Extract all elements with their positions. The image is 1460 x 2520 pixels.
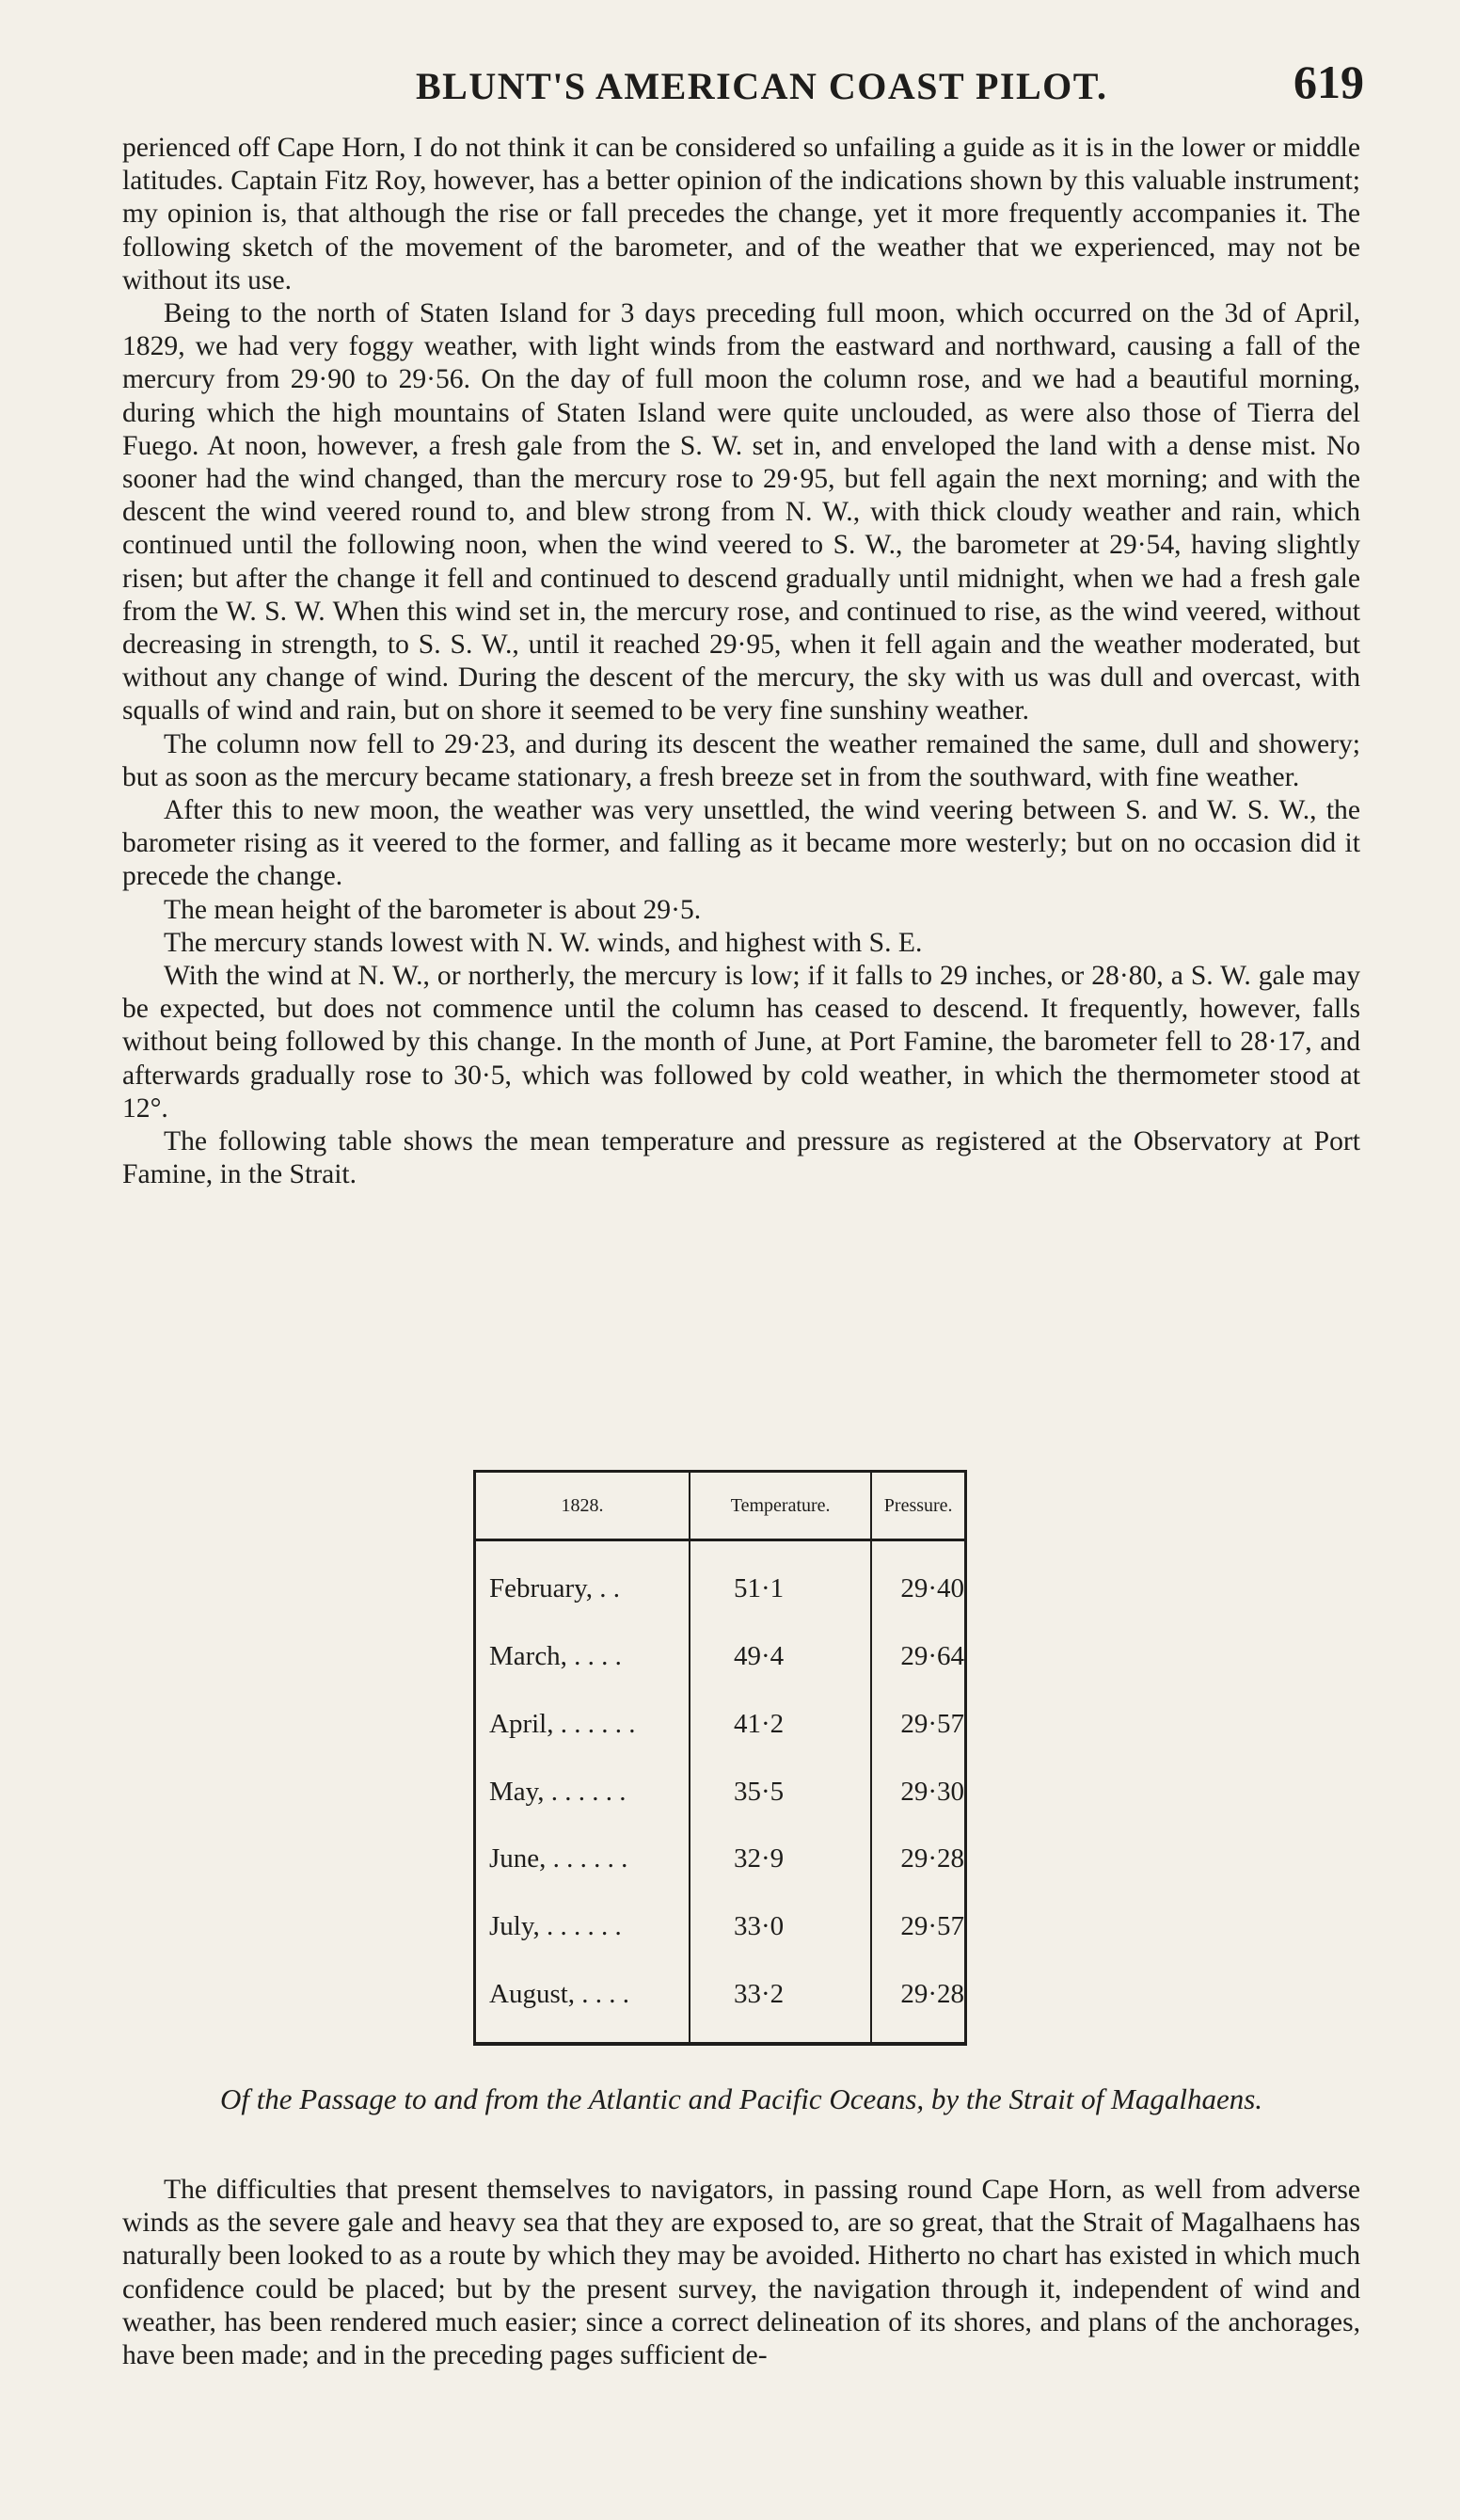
paragraph: The mercury stands lowest with N. W. winds, and highest with S. E. [164,927,923,958]
paragraph: perienced off Cape Horn, I do not think it can be considered so unfailing a guide as it is in the lower or middle latitudes. Captain Fitz Roy, however, has a better opinion of the indications shown by this valuable instrument; my opinion is, that although the rise or fall precedes the change, yet it more frequently accompanies it. The following sketch of the movement of the barometer, and of the weather that we experienced, may not be without its use. [122,133,1360,295]
temperature-cell: 33·2 [690,1960,871,2028]
table-header-row [476,1473,964,1540]
column-header-year: 1828. [476,1473,690,1540]
paragraph: The column now fell to 29·23, and during its descent the weather remained the same, dull and showery; but as soon as the mercury became stationary, a fresh breeze set in from the southward, with fine weather. [122,728,1360,792]
temperature-cell: 41·2 [690,1690,871,1758]
pressure-cell: 29·57 [900,1911,964,1942]
page-header [122,55,1364,111]
month-cell: February, . . [489,1573,621,1604]
temperature-cell: 33·0 [690,1893,871,1961]
pressure-cell: 29·28 [900,1843,964,1874]
paragraph: After this to new moon, the weather was very unsettled, the wind veering between S. and W. S. W., the barometer rising as it veered to the former, and falling as it became more westerly; but on no occasion did it precede the change. [122,795,1360,892]
pressure-cell: 29·30 [900,1776,964,1807]
paragraph: The following table shows the mean temperature and pressure as registered at the Observatory at Port Famine, in the Strait. [122,1126,1360,1190]
column-header-pressure: Pressure. [871,1473,964,1540]
month-cell: June, . . . . . . [489,1843,628,1874]
pressure-cell: 29·64 [900,1640,964,1671]
running-title: BLUNT'S AMERICAN COAST PILOT. [416,65,1108,107]
pressure-cell: 29·28 [900,1978,964,2009]
table-row [476,1826,964,1893]
body-text [122,132,1360,1192]
temperature-cell: 32·9 [690,1826,871,1893]
temperature-cell: 35·5 [690,1758,871,1826]
month-cell: July, . . . . . . [489,1911,622,1942]
table-row [476,1758,964,1826]
month-cell: August, . . . . [489,1978,630,2009]
table-row [476,1690,964,1758]
month-cell: April, . . . . . . [489,1708,636,1739]
table-row [476,1623,964,1691]
column-header-temperature: Temperature. [690,1473,871,1540]
paragraph: The difficulties that present themselves to navigators, in passing round Cape Horn, as well from adverse winds as the severe gale and heavy sea that they are exposed to, are so great, that the Strait of Magalhaens has naturally been looked to as a route by which they may be avoided. Hitherto no chart has existed in which much confidence could be placed; but by the present survey, the navigation through it, independent of wind and weather, has been rendered much easier; since a correct delineation of its shores, and plans of the anchorages, have been made; and in the preceding pages sufficient de- [122,2175,1360,2371]
temperature-cell: 49·4 [690,1623,871,1691]
paragraph: Being to the north of Staten Island for 3 days preceding full moon, which occurred on the 3d of April, 1829, we had very foggy weather, with light winds from the eastward and northward, causing a fall of the mercury from 29·90 to 29·56. On the day of full moon the column rose, and we had a beautiful morning, during which the high mountains of Staten Island were quite unclouded, as were also those of Tierra del Fuego. At noon, however, a fresh gale from the S. W. set in, and enveloped the land with a dense mist. No sooner had the wind changed, than the mercury rose to 29·95, but fell again the next morning; and with the descent the wind veered round to, and blew strong from N. W., with thick cloudy weather and rain, which continued until the following noon, when the wind veered to S. W., the barometer at 29·54, having slightly risen; but after the change it fell and continued to descend gradually until midnight, when we had a fresh gale from the W. S. W. When this wind set in, the mercury rose, and continued to rise, as the wind veered, without decreasing in strength, to S. S. W., until it reached 29·95, when it fell again and the weather moderated, but without any change of wind. During the descent of the mercury, the sky with us was dull and overcast, with squalls of wind and rain, but on shore it seemed to be very fine sunshiny weather. [122,298,1360,726]
table-row [476,1960,964,2028]
table-row [476,1555,964,1623]
paragraph: The mean height of the barometer is about 29·5. [164,894,702,925]
table-row [476,1893,964,1961]
month-cell: March, . . . . [489,1640,622,1671]
pressure-cell: 29·40 [900,1573,964,1604]
section-title: Of the Passage to and from the Atlantic and Pacific Oceans, by the Strait of Magalhaens. [219,2082,1263,2115]
temperature-pressure-table [473,1470,967,2046]
page-number: 619 [1293,56,1364,108]
month-cell: May, . . . . . . [489,1776,627,1807]
pressure-cell: 29·57 [900,1708,964,1739]
paragraph: With the wind at N. W., or northerly, the mercury is low; if it falls to 29 inches, or 28·80, a S. W. gale may be expected, but does not commence until the column has ceased to descend. It frequently, however, falls without being followed by this change. In the month of June, at Port Famine, the barometer fell to 28·17, and afterwards gradually rose to 30·5, which was followed by cold weather, in which the thermometer stood at 12°. [122,961,1360,1124]
temperature-cell: 51·1 [690,1555,871,1623]
section-body-text [122,2174,1360,2372]
